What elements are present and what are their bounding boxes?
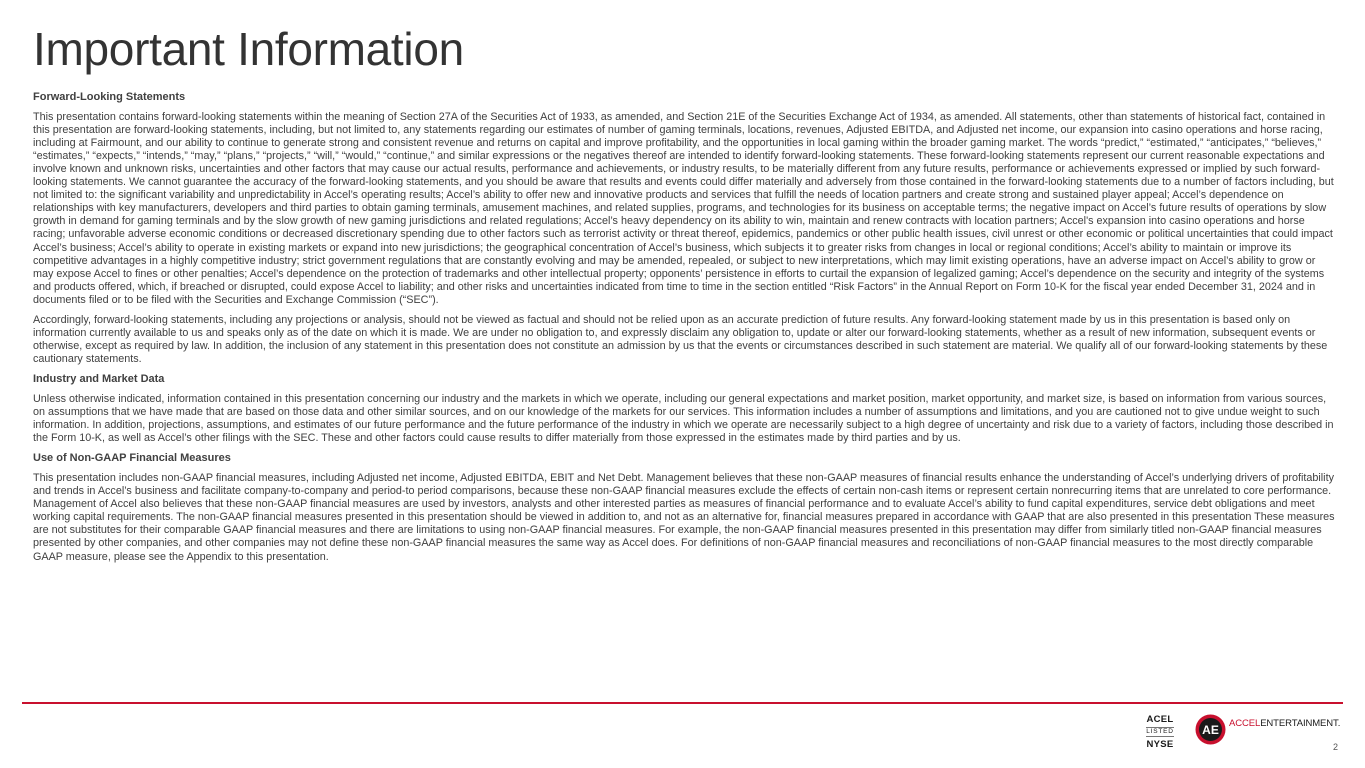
industry-data-paragraph: Unless otherwise indicated, information contained in this presentation concerning our industry and the markets in which we operate, including our general expectations and market position, market opportunity, and market size, is based on information from various sources, on assumptions that we have made that are based on those data and other similar sources, and on our knowledge of the markets for our services. This information includes a number of assumptions and limitations, and you are cautioned not to give undue weight to such information. In addition, projections, assumptions, and estimates of our future performance and the future performance of the industry in which we operate are necessarily subject to a high degree of uncertainty and risk due to a variety of factors, including those described in the Form 10-K, as well as Accel’s other filings with the SEC. These and other factors could cause results to differ materially from those expressed in the estimates made by third parties and by us. (33, 392, 1334, 445)
brand-accel: ACCEL (1229, 718, 1261, 729)
accel-logo-icon (1195, 714, 1226, 745)
forward-looking-heading: Forward-Looking Statements (33, 91, 186, 103)
non-gaap-heading: Use of Non-GAAP Financial Measures (33, 452, 231, 465)
forward-looking-paragraph-2: Accordingly, forward-looking statements, including any projections or analysis, should not be viewed as factual and should not be relied upon as an accurate prediction of future results. Any forward-looking statement made by us in this presentation is based only on information currently available to us and speaks only as of the date on which it is made. We are under no obligation to, and expressly disclaim any obligation to, update or alter our forward-looking statements, whether as a result of new information, subsequent events or otherwise, except as required by law. In addition, the inclusion of any statement in this presentation does not constitute an admission by us that the events or circumstances described in such statement are material. We qualify all of our forward-looking statements by these cautionary statements. (33, 313, 1328, 365)
nyse-ticker: ACEL (1146, 714, 1174, 725)
nyse-exchange-label: NYSE (1146, 739, 1174, 750)
brand-entertainment: ENTERTAINMENT. (1260, 718, 1341, 729)
industry-data-heading: Industry and Market Data (33, 372, 165, 385)
page-title: Important Information (33, 23, 464, 75)
disclaimer-body (33, 91, 1335, 571)
footer-divider (22, 702, 1343, 704)
nyse-listed-logo (1143, 714, 1177, 750)
page-number: 2 (1332, 742, 1338, 752)
nyse-listed-label: LISTED (1146, 728, 1174, 735)
forward-looking-paragraph-1: This presentation contains forward-looking statements within the meaning of Section 27A of the Securities Act of 1933, as amended, and Section 21E of the Securities Exchange Act of 1934, as amended. All statements, other than statements of historical fact, contained in this presentation are forward-looking statements, including, but not limited to, any statements regarding our estimates of number of gaming terminals, locations, revenues, Adjusted EBITDA, and Adjusted net income, our expansion into casino operations and horse racing, including at Fairmount, and our ability to continue to generate strong and consistent revenue and returns on capital and improve profitability, and the opportunities in local gaming within the broader gaming market. The words “predict,” “estimated,” “anticipates,” “believes,” “estimates,” “expects,” “intends,” “may,” “plans,” “projects,” “will,” “would,” “continue,” and similar expressions or the negatives thereof are intended to identify forward-looking statements. These forward-looking statements represent our current reasonable expectations and involve known and unknown risks, uncertainties and other factors that may cause our actual results, performance and achievements, or industry results, to be materially different from any future results, performance or achievements expressed or implied by such forward-looking statements. We cannot guarantee the accuracy of the forward-looking statements, and you should be aware that results and events could differ materially and adversely from those contained in the forward-looking statements due to a number of factors including, but not limited to: the significant variability and unpredictability in Accel’s operating results; Accel’s ability to offer new and innovative products and services that fulfill the needs of location partners and create strong and sustained player appeal; Accel’s dependence on relationships with key manufacturers, developers and third parties to obtain gaming terminals, amusement machines, and related supplies, programs, and technologies for its business on acceptable terms; the negative impact on Accel’s future results of operations by slow growth in demand for gaming terminals and by the slow growth of new gaming jurisdictions and related regulations; Accel’s heavy dependency on its ability to win, maintain and renew contracts with location partners; Accel's expansion into casino operations and horse racing; unfavorable adverse economic conditions or decreased discretionary spending due to other factors such as terrorist activity or threat thereof, epidemics, pandemics or other public health issues, civil unrest or other economic or political uncertainties that could impact Accel’s business; Accel’s ability to operate in existing markets or expand into new jurisdictions; the geographical concentration of Accel’s business, which subjects it to greater risks from changes in local or regional conditions; Accel’s ability to maintain or improve its competitive advantages in a highly competitive industry; strict government regulations that are constantly evolving and may be amended, repealed, or subject to new interpretations, which may limit existing operations, have an adverse impact on Accel’s ability to grow or may expose Accel to fines or other penalties; Accel’s dependence on the protection of trademarks and other intellectual property; opponents’ persistence in efforts to curtail the expansion of legalized gaming; Accel’s dependence on the security and integrity of the systems and products offered, which, if breached or disrupted, could expose Accel to liability; and other risks and uncertainties indicated from time to time in the section entitled “Risk Factors” in the Annual Report on Form 10-K for the fiscal year ended December 31, 2024 and in documents filed or to be filed with the Securities and Exchange Commission (“SEC”). (33, 111, 1334, 306)
brand-wordmark (1229, 718, 1340, 729)
logo-mark-text: AE (1202, 723, 1219, 737)
non-gaap-paragraph: This presentation includes non-GAAP financial measures, including Adjusted net income, Adjusted EBITDA, EBIT and Net Debt. Management believes that these non-GAAP measures of financial results enhance the understanding of Accel’s underlying drivers of profitability and trends in Accel’s business and facilitate company-to-company and period-to period comparisons, because these non-GAAP financial measures exclude the effects of certain non-cash items or represent certain nonrecurring items that are unrelated to core performance. Management of Accel also believes that these non-GAAP financial measures are used by investors, analysts and other interested parties as measures of financial performance and to evaluate Accel’s ability to fund capital expenditures, service debt obligations and meet working capital requirements. The non-GAAP financial measures presented in this presentation should be viewed in addition to, and not as an alternative for, financial measures prepared in accordance with GAAP that are also presented in this presentation These measures are not substitutes for their comparable GAAP financial measures and there are limitations to using non-GAAP financial measures. For example, the non-GAAP financial measures presented in this presentation may differ from similarly titled non-GAAP financial measures presented by other companies, and other companies may not define these non-GAAP financial measures the same way as Accel does. For definitions of non-GAAP financial measures and reconciliations of non-GAAP financial measures to the most directly comparable GAAP measure, please see the Appendix to this presentation. (33, 472, 1335, 563)
